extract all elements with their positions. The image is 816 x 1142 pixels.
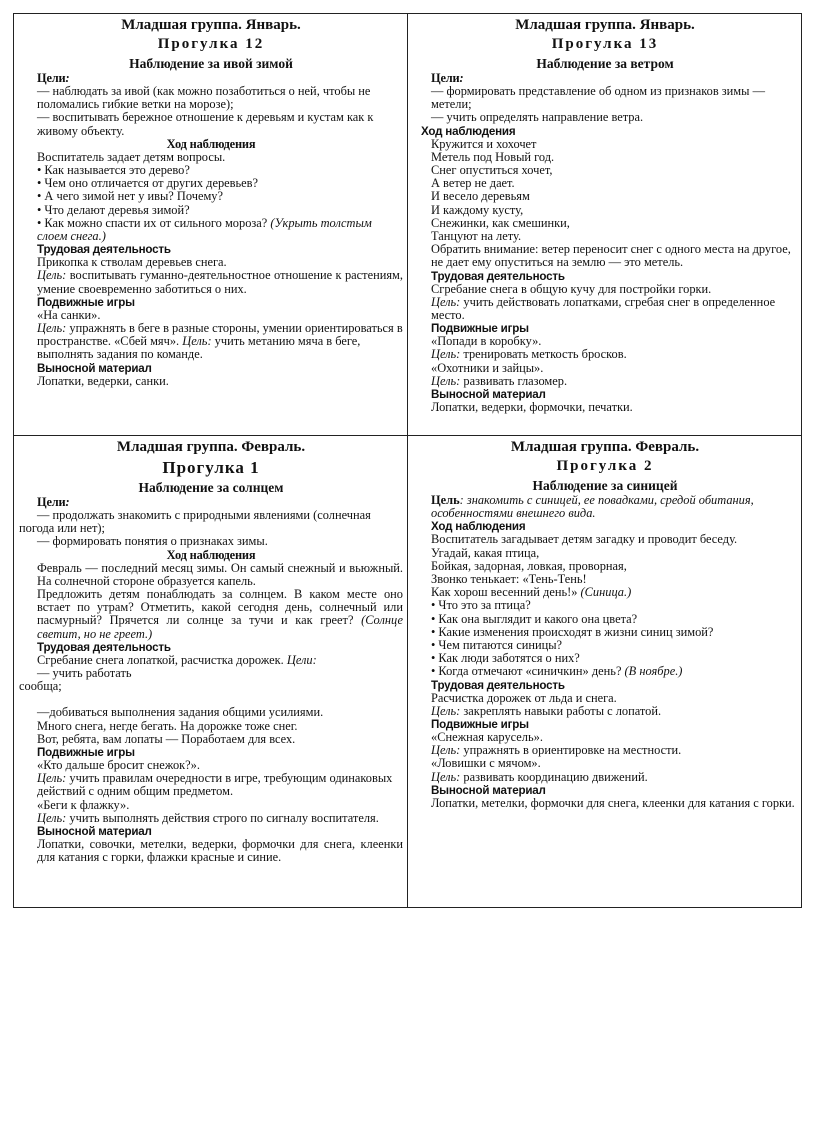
goal-text: : знакомить с синицей, ее повадками, средой обитания, особенностями внешнего вида. bbox=[431, 493, 754, 521]
goal-text: учить выполнять действия строго по сигналу воспитателя. bbox=[66, 810, 379, 825]
group-title: Младшая группа. Январь. bbox=[515, 17, 695, 33]
question-item: • А чего зимой нет у ивы? Почему? bbox=[37, 189, 223, 204]
goal-label: Цель: bbox=[431, 294, 461, 309]
poem-line: Снежинки, как смешинки, bbox=[431, 215, 570, 230]
goal-text: учить действовать лопатками, сгребая снег в определенное место. bbox=[431, 294, 776, 323]
walk-title: Прогулка 1 bbox=[162, 458, 260, 477]
section-heading-material: Выносной материал bbox=[37, 825, 152, 839]
section-heading-games: Подвижные игры bbox=[431, 322, 529, 336]
labor-goal bbox=[19, 269, 403, 295]
walk-card-january-12 bbox=[14, 14, 408, 436]
section-heading-observation: Ход наблюдения bbox=[166, 136, 256, 151]
material-text: Лопатки, метелки, формочки для снега, клеенки для катания с горки. bbox=[431, 795, 795, 810]
game-name: «На санки». bbox=[37, 307, 101, 322]
section-heading-games: Подвижные игры bbox=[37, 746, 135, 760]
section-heading-observation: Ход наблюдения bbox=[166, 547, 256, 562]
section-heading-labor: Трудовая деятельность bbox=[37, 243, 171, 257]
game-goal bbox=[413, 348, 797, 361]
labor-goal bbox=[413, 705, 797, 718]
poem-line: Много снега, негде бегать. На дорожке тоже снег. bbox=[37, 718, 298, 733]
question-item: • Что делают деревья зимой? bbox=[37, 202, 190, 217]
labor-task: Сгребание снега лопаткой, расчистка дорожек. bbox=[37, 652, 287, 667]
question-item: • Как она выглядит и какого она цвета? bbox=[431, 611, 638, 626]
goal-text: упражнять в ориентировке на местности. bbox=[460, 743, 682, 758]
observation-text: Февраль — последний месяц зимы. Он самый снежный и вьюжный. На солнечной стороне образуется капель. bbox=[37, 560, 403, 588]
goals-colon: : bbox=[459, 71, 464, 85]
material-text: Лопатки, ведерки, санки. bbox=[37, 373, 169, 388]
observation-intro: Воспитатель загадывает детям загадку и проводит беседу. bbox=[431, 532, 738, 547]
question-text: • Когда отмечают «синичкин» день? bbox=[431, 664, 625, 679]
observation-text bbox=[19, 588, 403, 641]
walk-card-january-13 bbox=[408, 14, 802, 436]
goal-line bbox=[413, 494, 797, 520]
goal-item: —добиваться выполнения задания общими усилиями. bbox=[37, 705, 324, 720]
game-name: «Ловишки с мячом». bbox=[431, 756, 541, 771]
document-page bbox=[13, 13, 802, 908]
goal-item: — наблюдать за ивой (как можно позаботиться о ней, чтобы не поломались гибкие ветки на морозе); bbox=[37, 84, 371, 112]
goal-text: развивать координацию движений. bbox=[460, 769, 648, 784]
goal-item: — продолжать знакомить с природными явлениями (солнечная bbox=[37, 508, 371, 522]
goal-label: Цель: bbox=[431, 347, 461, 362]
riddle-text: Как хорош весенний день!» bbox=[431, 585, 581, 600]
topic-title: Наблюдение за ивой зимой bbox=[129, 56, 293, 71]
section-heading-material: Выносной материал bbox=[431, 388, 546, 402]
question-item bbox=[19, 217, 403, 243]
goal-label: Цель: bbox=[431, 373, 461, 388]
riddle-line: Угадай, какая птица, bbox=[431, 545, 540, 560]
walk-title: Прогулка 12 bbox=[157, 36, 265, 52]
goal-item: — воспитывать бережное отношение к деревьям и кустам как к живому объекту. bbox=[37, 110, 374, 138]
goals-colon: : bbox=[65, 71, 70, 85]
labor-text: Сгребание снега в общую кучу для постройки горки. bbox=[431, 281, 712, 296]
goal-text: упражнять в беге в разные стороны, умении ориентироваться в пространстве. «Сбей мяч». bbox=[37, 321, 403, 349]
observation-answer: (Солнце светит, но не греет.) bbox=[37, 613, 403, 641]
goal-item-continued: погода или нет); bbox=[19, 521, 105, 536]
goal-label: Цель: bbox=[37, 810, 67, 825]
goal-text: учить правилам очередности в игре, требующим одинаковых действий с одним общим предметом. bbox=[37, 771, 393, 799]
group-title: Младшая группа. Февраль. bbox=[116, 439, 306, 455]
question-item: • Какие изменения происходят в жизни синиц зимой? bbox=[431, 624, 714, 639]
section-heading-labor: Трудовая деятельность bbox=[37, 640, 171, 654]
section-heading-observation: Ход наблюдения bbox=[421, 124, 516, 138]
goal-label: Цель: bbox=[37, 771, 67, 786]
game-name: «Попади в коробку». bbox=[431, 334, 542, 349]
group-title: Младшая группа. Январь. bbox=[121, 17, 301, 33]
material-text: Лопатки, совочки, метелки, ведерки, формочки для снега, клеенки для катания с горки, флажки красные и синие. bbox=[37, 837, 403, 865]
poem-line: А ветер не дает. bbox=[431, 176, 515, 191]
observation-intro: Воспитатель задает детям вопросы. bbox=[37, 149, 226, 164]
goals-label: Цели bbox=[431, 71, 460, 85]
material-text: Лопатки, ведерки, формочки, печатки. bbox=[431, 400, 633, 415]
question-item: • Что это за птица? bbox=[431, 598, 531, 613]
labor-goal bbox=[413, 296, 797, 322]
walk-title: Прогулка 13 bbox=[551, 36, 659, 52]
goals-colon: : bbox=[65, 495, 70, 509]
poem-line: Вот, ребята, вам лопаты — Поработаем для всех. bbox=[37, 731, 296, 746]
game-goal bbox=[413, 375, 797, 388]
section-heading-games: Подвижные игры bbox=[37, 295, 135, 309]
goal-item: — формировать понятия о признаках зимы. bbox=[37, 534, 268, 549]
section-heading-labor: Трудовая деятельность bbox=[431, 678, 565, 692]
riddle-answer: (Синица.) bbox=[580, 585, 632, 600]
question-answer: (Укрыть толстым слоем снега.) bbox=[37, 215, 372, 244]
group-title: Младшая группа. Февраль. bbox=[510, 439, 700, 455]
section-heading-material: Выносной материал bbox=[431, 783, 546, 797]
game-goal bbox=[19, 322, 403, 362]
question-item: • Как люди заботятся о них? bbox=[431, 651, 580, 666]
game-goal bbox=[19, 812, 403, 825]
topic-title: Наблюдение за синицей bbox=[532, 478, 678, 493]
goal-label: Цель: bbox=[37, 268, 67, 283]
game-name: «Кто дальше бросит снежок?». bbox=[37, 758, 200, 773]
goal-text: тренировать меткость бросков. bbox=[460, 347, 627, 362]
game-goal bbox=[413, 771, 797, 784]
question-text: • Как можно спасти их от сильного мороза? bbox=[37, 215, 271, 230]
walk-card-february-2 bbox=[408, 436, 802, 908]
goal-item: — учить определять направление ветра. bbox=[431, 110, 644, 125]
goal-text: развивать глазомер. bbox=[460, 373, 568, 388]
section-heading-labor: Трудовая деятельность bbox=[431, 269, 565, 283]
poem-line: Танцуют на лету. bbox=[431, 229, 522, 244]
poem-line: Кружится и хохочет bbox=[431, 136, 537, 151]
poem-line: Метель под Новый год. bbox=[431, 149, 555, 164]
goal-item: — формировать представление об одном из признаков зимы — метели; bbox=[431, 84, 765, 112]
walk-card-february-1 bbox=[14, 436, 408, 908]
goal-label: Цель: bbox=[182, 334, 212, 349]
goal-label: Цели: bbox=[286, 652, 317, 667]
topic-title: Наблюдение за ветром bbox=[536, 56, 674, 71]
goal-text: учить метанию мяча в беге, выполнять задания по команде. bbox=[37, 334, 361, 362]
walk-title: Прогулка 2 bbox=[556, 458, 654, 474]
question-answer: (В ноябре.) bbox=[624, 664, 683, 679]
riddle-line: Бойкая, задорная, ловкая, проворная, bbox=[431, 558, 627, 573]
section-heading-games: Подвижные игры bbox=[431, 718, 529, 732]
riddle-line: Звонко тенькает: «Тень-Тень! bbox=[431, 572, 587, 587]
section-heading-material: Выносной материал bbox=[37, 361, 152, 375]
goal-text: закреплять навыки работы с лопатой. bbox=[460, 703, 662, 718]
question-item: • Чем питаются синицы? bbox=[431, 638, 563, 653]
goal-label: Цель: bbox=[431, 703, 461, 718]
topic-title: Наблюдение за солнцем bbox=[138, 480, 284, 495]
attention-note: Обратить внимание: ветер переносит снег с одного места на другое, не дает ему опуститься на землю — это метель. bbox=[431, 242, 791, 270]
labor-text: Расчистка дорожек от льда и снега. bbox=[431, 690, 617, 705]
poem-line: И весело деревьям bbox=[431, 189, 530, 204]
question-item: • Как называется это дерево? bbox=[37, 163, 190, 178]
goals-label: Цели bbox=[37, 71, 66, 85]
observation-question: Предложить детям понаблюдать за солнцем. В каком месте оно встает по утрам? Отметить, какой сегодня день, солнечный или пасмурный? Прячется ли солнце за тучи и как греет? bbox=[37, 587, 403, 628]
goal-label: Цель: bbox=[37, 321, 67, 336]
goal-label: Цель: bbox=[431, 769, 461, 784]
goal-item: — учить работать bbox=[37, 666, 132, 681]
game-name: «Снежная карусель». bbox=[431, 730, 543, 745]
poem-line: И каждому кусту, bbox=[431, 202, 524, 217]
goal-label: Цель bbox=[431, 493, 460, 507]
game-name: «Беги к флажку». bbox=[37, 797, 130, 812]
goal-item-continued: сообща; bbox=[19, 679, 62, 694]
goals-label: Цели bbox=[37, 495, 66, 509]
walk-plans-table bbox=[13, 13, 802, 908]
labor-text: Прикопка к стволам деревьев снега. bbox=[37, 255, 227, 270]
question-item: • Чем оно отличается от других деревьев? bbox=[37, 176, 259, 191]
goal-label: Цель: bbox=[431, 743, 461, 758]
question-item bbox=[413, 665, 797, 678]
goal-text: воспитывать гуманно-деятельностное отношение к растениям, умение своевременно заботиться о них. bbox=[37, 268, 403, 296]
game-goal bbox=[19, 772, 403, 798]
poem-line: Снег опуститься хочет, bbox=[431, 163, 553, 178]
game-name: «Охотники и зайцы». bbox=[431, 360, 544, 375]
section-heading-observation: Ход наблюдения bbox=[431, 520, 526, 534]
